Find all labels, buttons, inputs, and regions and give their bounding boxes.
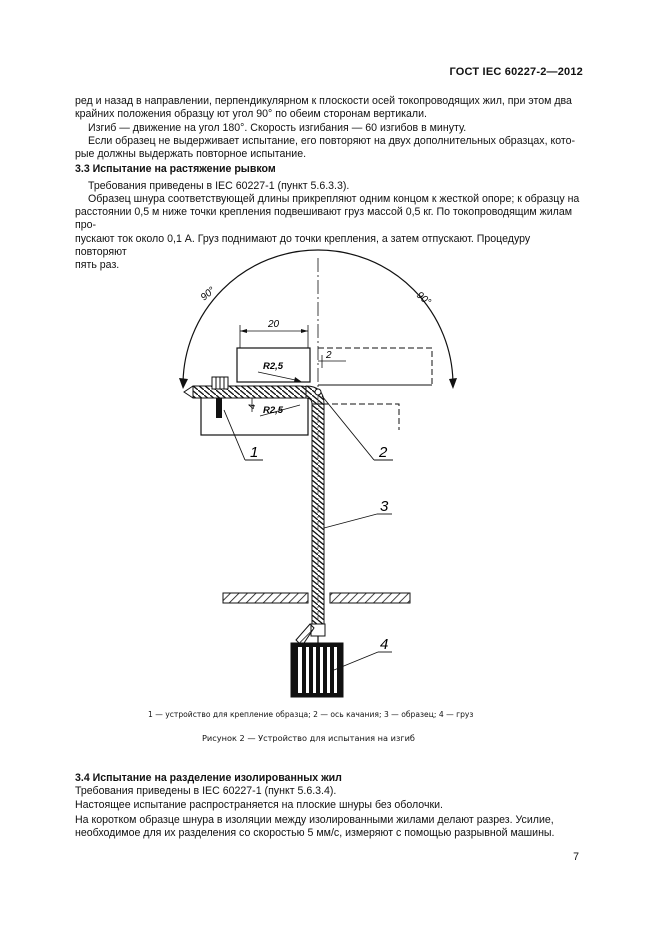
figure-legend: 1 — устройство для крепление образца; 2 — ось качания; 3 — образец; 4 — груз bbox=[148, 710, 474, 719]
text-line: пускают ток около 0,1 А. Груз поднимают до точки крепления, а затем отпускают. Процедуру повторяют bbox=[75, 232, 531, 258]
label-4: 4 bbox=[380, 636, 389, 653]
radius-top-label: R2,5 bbox=[263, 361, 284, 372]
section-3-4-heading: 3.4 Испытание на разделение изолированных жил bbox=[75, 772, 342, 784]
paragraph-repeat-test bbox=[75, 135, 583, 161]
leader-2 bbox=[322, 396, 374, 460]
angle-right-label: 90° bbox=[414, 289, 433, 309]
figure-caption: Рисунок 2 — Устройство для испытания на изгиб bbox=[202, 733, 415, 743]
arc-arrow-right bbox=[449, 378, 457, 389]
page-number: 7 bbox=[573, 851, 579, 863]
text-line: На коротком образце шнура в изоляции между изолированными жилами делают разрез. Усилие, bbox=[75, 814, 554, 826]
text-line: ред и назад в направлении, перпендикулярном к плоскости осей токопроводящих жил, при этом два bbox=[75, 95, 572, 107]
leader-3 bbox=[324, 514, 377, 528]
bending-test-figure bbox=[0, 240, 661, 710]
radius-bottom-label: R2,5 bbox=[263, 405, 284, 416]
text-line: Образец шнура соответствующей длины прикрепляют одним концом к жесткой опоре; к образцу на bbox=[88, 193, 580, 205]
clamp-bolt bbox=[216, 398, 222, 418]
dimension-2-label: 2 bbox=[326, 350, 332, 361]
label-2: 2 bbox=[379, 444, 388, 461]
angle-left-label: 90° bbox=[198, 285, 218, 304]
arc-arrow-left bbox=[179, 378, 188, 389]
section-3-4-procedure bbox=[75, 814, 583, 840]
section-3-4-requirements: Требования приведены в IEC 60227-1 (пункт 5.6.3.4). bbox=[75, 785, 337, 797]
text-line: крайних положения образцу ют угол 90° по обеим сторонам вертикали. bbox=[75, 108, 427, 121]
swung-position-right-lower bbox=[323, 404, 399, 430]
dimension-4-label: 4 bbox=[247, 403, 257, 409]
label-1: 1 bbox=[250, 444, 259, 461]
section-3-3-requirements: Требования приведены в IEC 60227-1 (пункт 5.6.3.3). bbox=[88, 180, 350, 192]
section-3-3-heading: 3.3 Испытание на растяжение рывком bbox=[75, 163, 276, 175]
paragraph-continuation bbox=[75, 95, 583, 121]
specimen-cord-bend bbox=[306, 386, 324, 404]
text-line: расстоянии 0,5 м ниже точки крепления подвешивают груз массой 0,5 кг. По токопроводящим жилам про- bbox=[75, 206, 573, 232]
label-3: 3 bbox=[380, 498, 389, 515]
swing-axis bbox=[315, 389, 321, 395]
support-plate-left bbox=[223, 593, 308, 603]
support-plate-right bbox=[330, 593, 410, 603]
text-line: необходимое для их разделения со скоростью 5 мм/с, измеряют с помощью разрывной машины. bbox=[75, 827, 555, 840]
dimension-20-label: 20 bbox=[268, 319, 280, 330]
section-3-4-scope: Настоящее испытание распространяется на плоские шнуры без оболочки. bbox=[75, 799, 443, 811]
swung-position-right bbox=[318, 348, 432, 385]
standard-header: ГОСТ IEC 60227-2—2012 bbox=[449, 66, 583, 78]
paragraph-bend-definition: Изгиб — движение на угол 180°. Скорость изгибания — 60 изгибов в минуту. bbox=[88, 122, 467, 134]
text-line: пять раз. bbox=[75, 259, 120, 272]
text-line: Если образец не выдерживает испытание, его повторяют на двух дополнительных образцах, кото- bbox=[88, 135, 576, 147]
text-line: рые должны выдержать повторное испытание. bbox=[75, 148, 307, 161]
